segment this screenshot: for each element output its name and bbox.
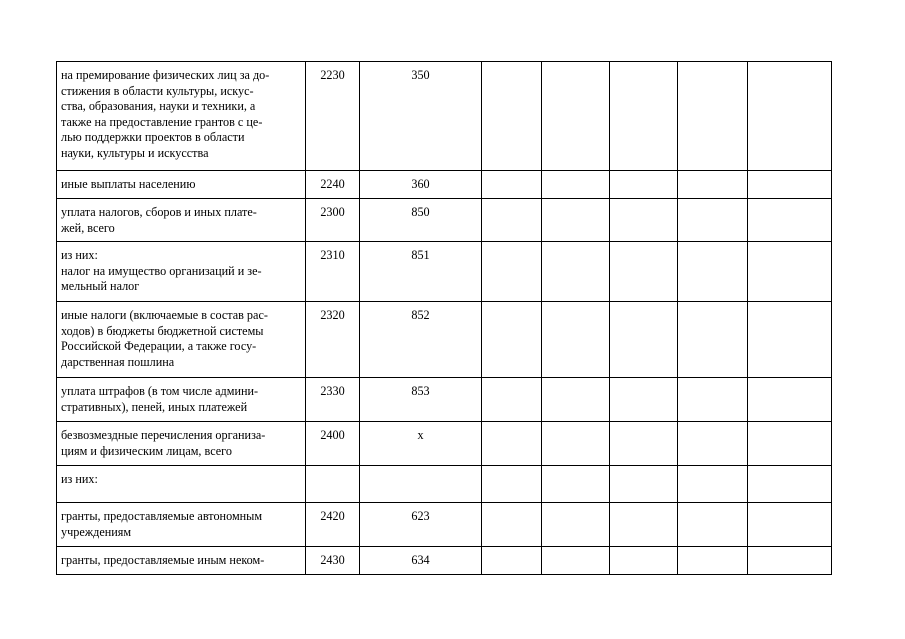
row-value-cell [748, 547, 832, 575]
row-value-cell [748, 171, 832, 199]
row-value-cell [678, 547, 748, 575]
row-name-cell: иные налоги (включаемые в состав рас- ходов) в бюджеты бюджетной системы Российской Федерации, а также госу- дарственная пошлина [57, 302, 306, 378]
row-value-cell [610, 466, 678, 503]
row-value-cell [678, 62, 748, 171]
row-value-cell [542, 242, 610, 302]
row-value-cell [748, 199, 832, 242]
row-value-cell [748, 242, 832, 302]
row-value-cell [482, 62, 542, 171]
row-value-cell [542, 199, 610, 242]
row-code-cell: 2400 [306, 422, 360, 466]
row-code-cell: 2320 [306, 302, 360, 378]
row-kosgu-cell: 634 [360, 547, 482, 575]
row-value-cell [748, 378, 832, 422]
row-value-cell [610, 503, 678, 547]
row-value-cell [482, 466, 542, 503]
row-name-cell: иные выплаты населению [57, 171, 306, 199]
table-row [57, 378, 832, 422]
row-value-cell [610, 171, 678, 199]
row-code-cell: 2230 [306, 62, 360, 171]
row-value-cell [678, 503, 748, 547]
row-kosgu-cell: 360 [360, 171, 482, 199]
row-value-cell [542, 422, 610, 466]
row-kosgu-cell: 623 [360, 503, 482, 547]
row-value-cell [542, 466, 610, 503]
row-value-cell [748, 422, 832, 466]
table-body [57, 62, 832, 575]
table-row [57, 199, 832, 242]
row-value-cell [678, 302, 748, 378]
budget-table [56, 61, 832, 575]
row-value-cell [678, 199, 748, 242]
table-row [57, 422, 832, 466]
row-code-cell: 2330 [306, 378, 360, 422]
row-kosgu-cell: 851 [360, 242, 482, 302]
row-code-cell: 2430 [306, 547, 360, 575]
row-code-cell [306, 466, 360, 503]
row-name-cell: гранты, предоставляемые иным неком- [57, 547, 306, 575]
row-kosgu-cell: 852 [360, 302, 482, 378]
row-value-cell [482, 503, 542, 547]
row-value-cell [610, 62, 678, 171]
row-value-cell [678, 378, 748, 422]
row-kosgu-cell: 850 [360, 199, 482, 242]
row-value-cell [678, 171, 748, 199]
row-value-cell [542, 171, 610, 199]
row-kosgu-cell [360, 466, 482, 503]
row-value-cell [678, 466, 748, 503]
row-kosgu-cell: 853 [360, 378, 482, 422]
row-value-cell [482, 547, 542, 575]
row-value-cell [610, 547, 678, 575]
row-value-cell [678, 422, 748, 466]
row-value-cell [748, 62, 832, 171]
row-name-cell: уплата налогов, сборов и иных плате- жей, всего [57, 199, 306, 242]
row-code-cell: 2310 [306, 242, 360, 302]
row-value-cell [542, 378, 610, 422]
row-value-cell [542, 503, 610, 547]
table-row [57, 242, 832, 302]
row-code-cell: 2240 [306, 171, 360, 199]
row-name-cell: из них: налог на имущество организаций и зе- мельный налог [57, 242, 306, 302]
table-row [57, 503, 832, 547]
table-row [57, 302, 832, 378]
row-name-cell: безвозмездные перечисления организа- циям и физическим лицам, всего [57, 422, 306, 466]
row-value-cell [610, 422, 678, 466]
row-value-cell [482, 171, 542, 199]
row-name-cell: из них: [57, 466, 306, 503]
table-row [57, 171, 832, 199]
row-kosgu-cell: x [360, 422, 482, 466]
row-value-cell [482, 199, 542, 242]
row-value-cell [678, 242, 748, 302]
row-value-cell [482, 422, 542, 466]
row-kosgu-cell: 350 [360, 62, 482, 171]
row-value-cell [610, 378, 678, 422]
row-value-cell [482, 378, 542, 422]
row-value-cell [748, 302, 832, 378]
row-value-cell [748, 466, 832, 503]
row-value-cell [542, 547, 610, 575]
row-value-cell [748, 503, 832, 547]
table-row [57, 62, 832, 171]
row-value-cell [542, 302, 610, 378]
table-row [57, 547, 832, 575]
row-value-cell [610, 199, 678, 242]
row-name-cell: на премирование физических лиц за до- стижения в области культуры, искус- ства, образования, науки и техники, а также на предоставление грантов с це- лью поддержки проектов в области науки, культуры и искусства [57, 62, 306, 171]
row-value-cell [610, 242, 678, 302]
row-code-cell: 2420 [306, 503, 360, 547]
row-name-cell: гранты, предоставляемые автономным учреждениям [57, 503, 306, 547]
row-value-cell [610, 302, 678, 378]
row-value-cell [482, 302, 542, 378]
table-row [57, 466, 832, 503]
row-value-cell [542, 62, 610, 171]
row-name-cell: уплата штрафов (в том числе админи- стративных), пеней, иных платежей [57, 378, 306, 422]
row-code-cell: 2300 [306, 199, 360, 242]
row-value-cell [482, 242, 542, 302]
